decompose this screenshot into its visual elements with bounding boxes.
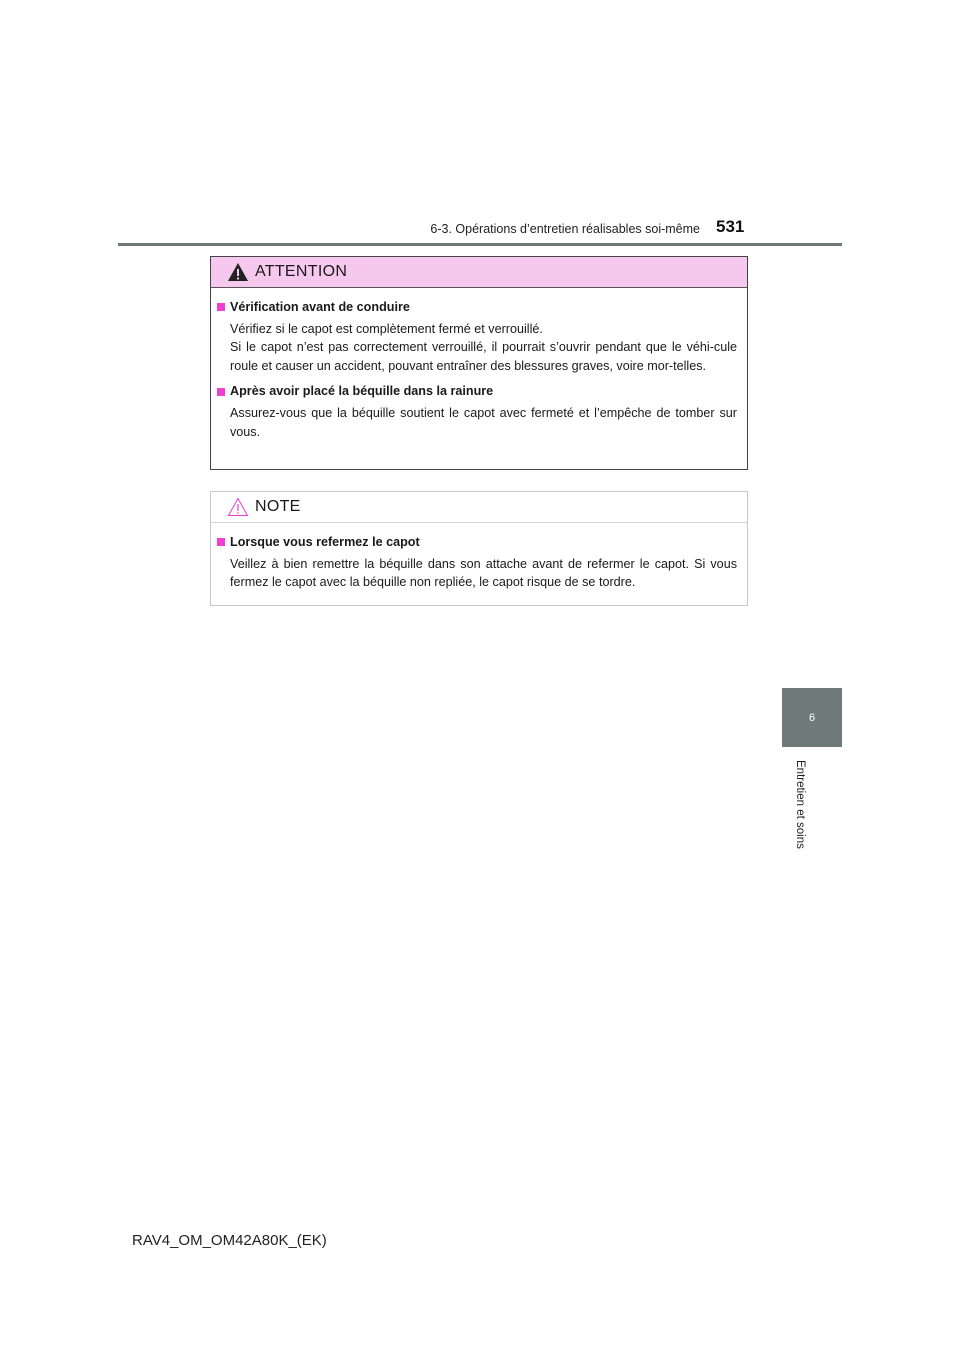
section-title: 6-3. Opérations d’entretien réalisables soi-même (430, 222, 700, 236)
attention-box (210, 256, 748, 470)
page-number: 531 (716, 217, 745, 236)
note-heading: NOTE (255, 498, 301, 515)
item-title (217, 533, 737, 552)
item-line: Vérifiez si le capot est complètement fermé et verrouillé. (230, 321, 543, 336)
item-text (217, 404, 737, 441)
chapter-tab (782, 688, 842, 747)
attention-item (217, 382, 737, 441)
attention-item (217, 298, 737, 375)
chapter-number: 6 (808, 711, 816, 724)
square-bullet-icon (217, 538, 225, 546)
item-title-text: Après avoir placé la béquille dans la rainure (230, 384, 494, 399)
attention-heading: ATTENTION (255, 263, 348, 280)
warning-triangle-filled-icon (227, 262, 249, 282)
item-line: Si le capot n’est pas correctement verrouillé, il pourrait s’ouvrir pendant que le véhi-cule roule et causer un accident, pouvant entraîner des blessures graves, voire mor-telles. (230, 340, 737, 373)
item-line: Assurez-vous que la béquille soutient le capot avec fermeté et l’empêche de tomber sur vous. (230, 405, 737, 439)
warning-triangle-outline-icon (227, 497, 249, 517)
square-bullet-icon (217, 388, 225, 396)
attention-body (211, 288, 747, 441)
item-text (217, 320, 737, 376)
square-bullet-icon (217, 303, 225, 311)
item-line: Veillez à bien remettre la béquille dans son attache avant de refermer le capot. Si vous fermez le capot avec la béquille non repliée, le capot risque de se tordre. (230, 556, 737, 590)
note-header (211, 492, 747, 523)
chapter-title: Entretien et soins (794, 760, 806, 849)
item-title-text: Vérification avant de conduire (230, 300, 410, 314)
header-rule (118, 243, 842, 246)
attention-header (211, 257, 747, 288)
note-item (217, 533, 737, 592)
note-body (211, 523, 747, 592)
item-title (217, 298, 737, 317)
document-code: RAV4_OM_OM42A80K_(EK) (132, 1232, 327, 1249)
item-text (217, 555, 737, 592)
item-title-text: Lorsque vous refermez le capot (230, 535, 420, 549)
item-title (217, 382, 737, 401)
note-box (210, 491, 748, 606)
